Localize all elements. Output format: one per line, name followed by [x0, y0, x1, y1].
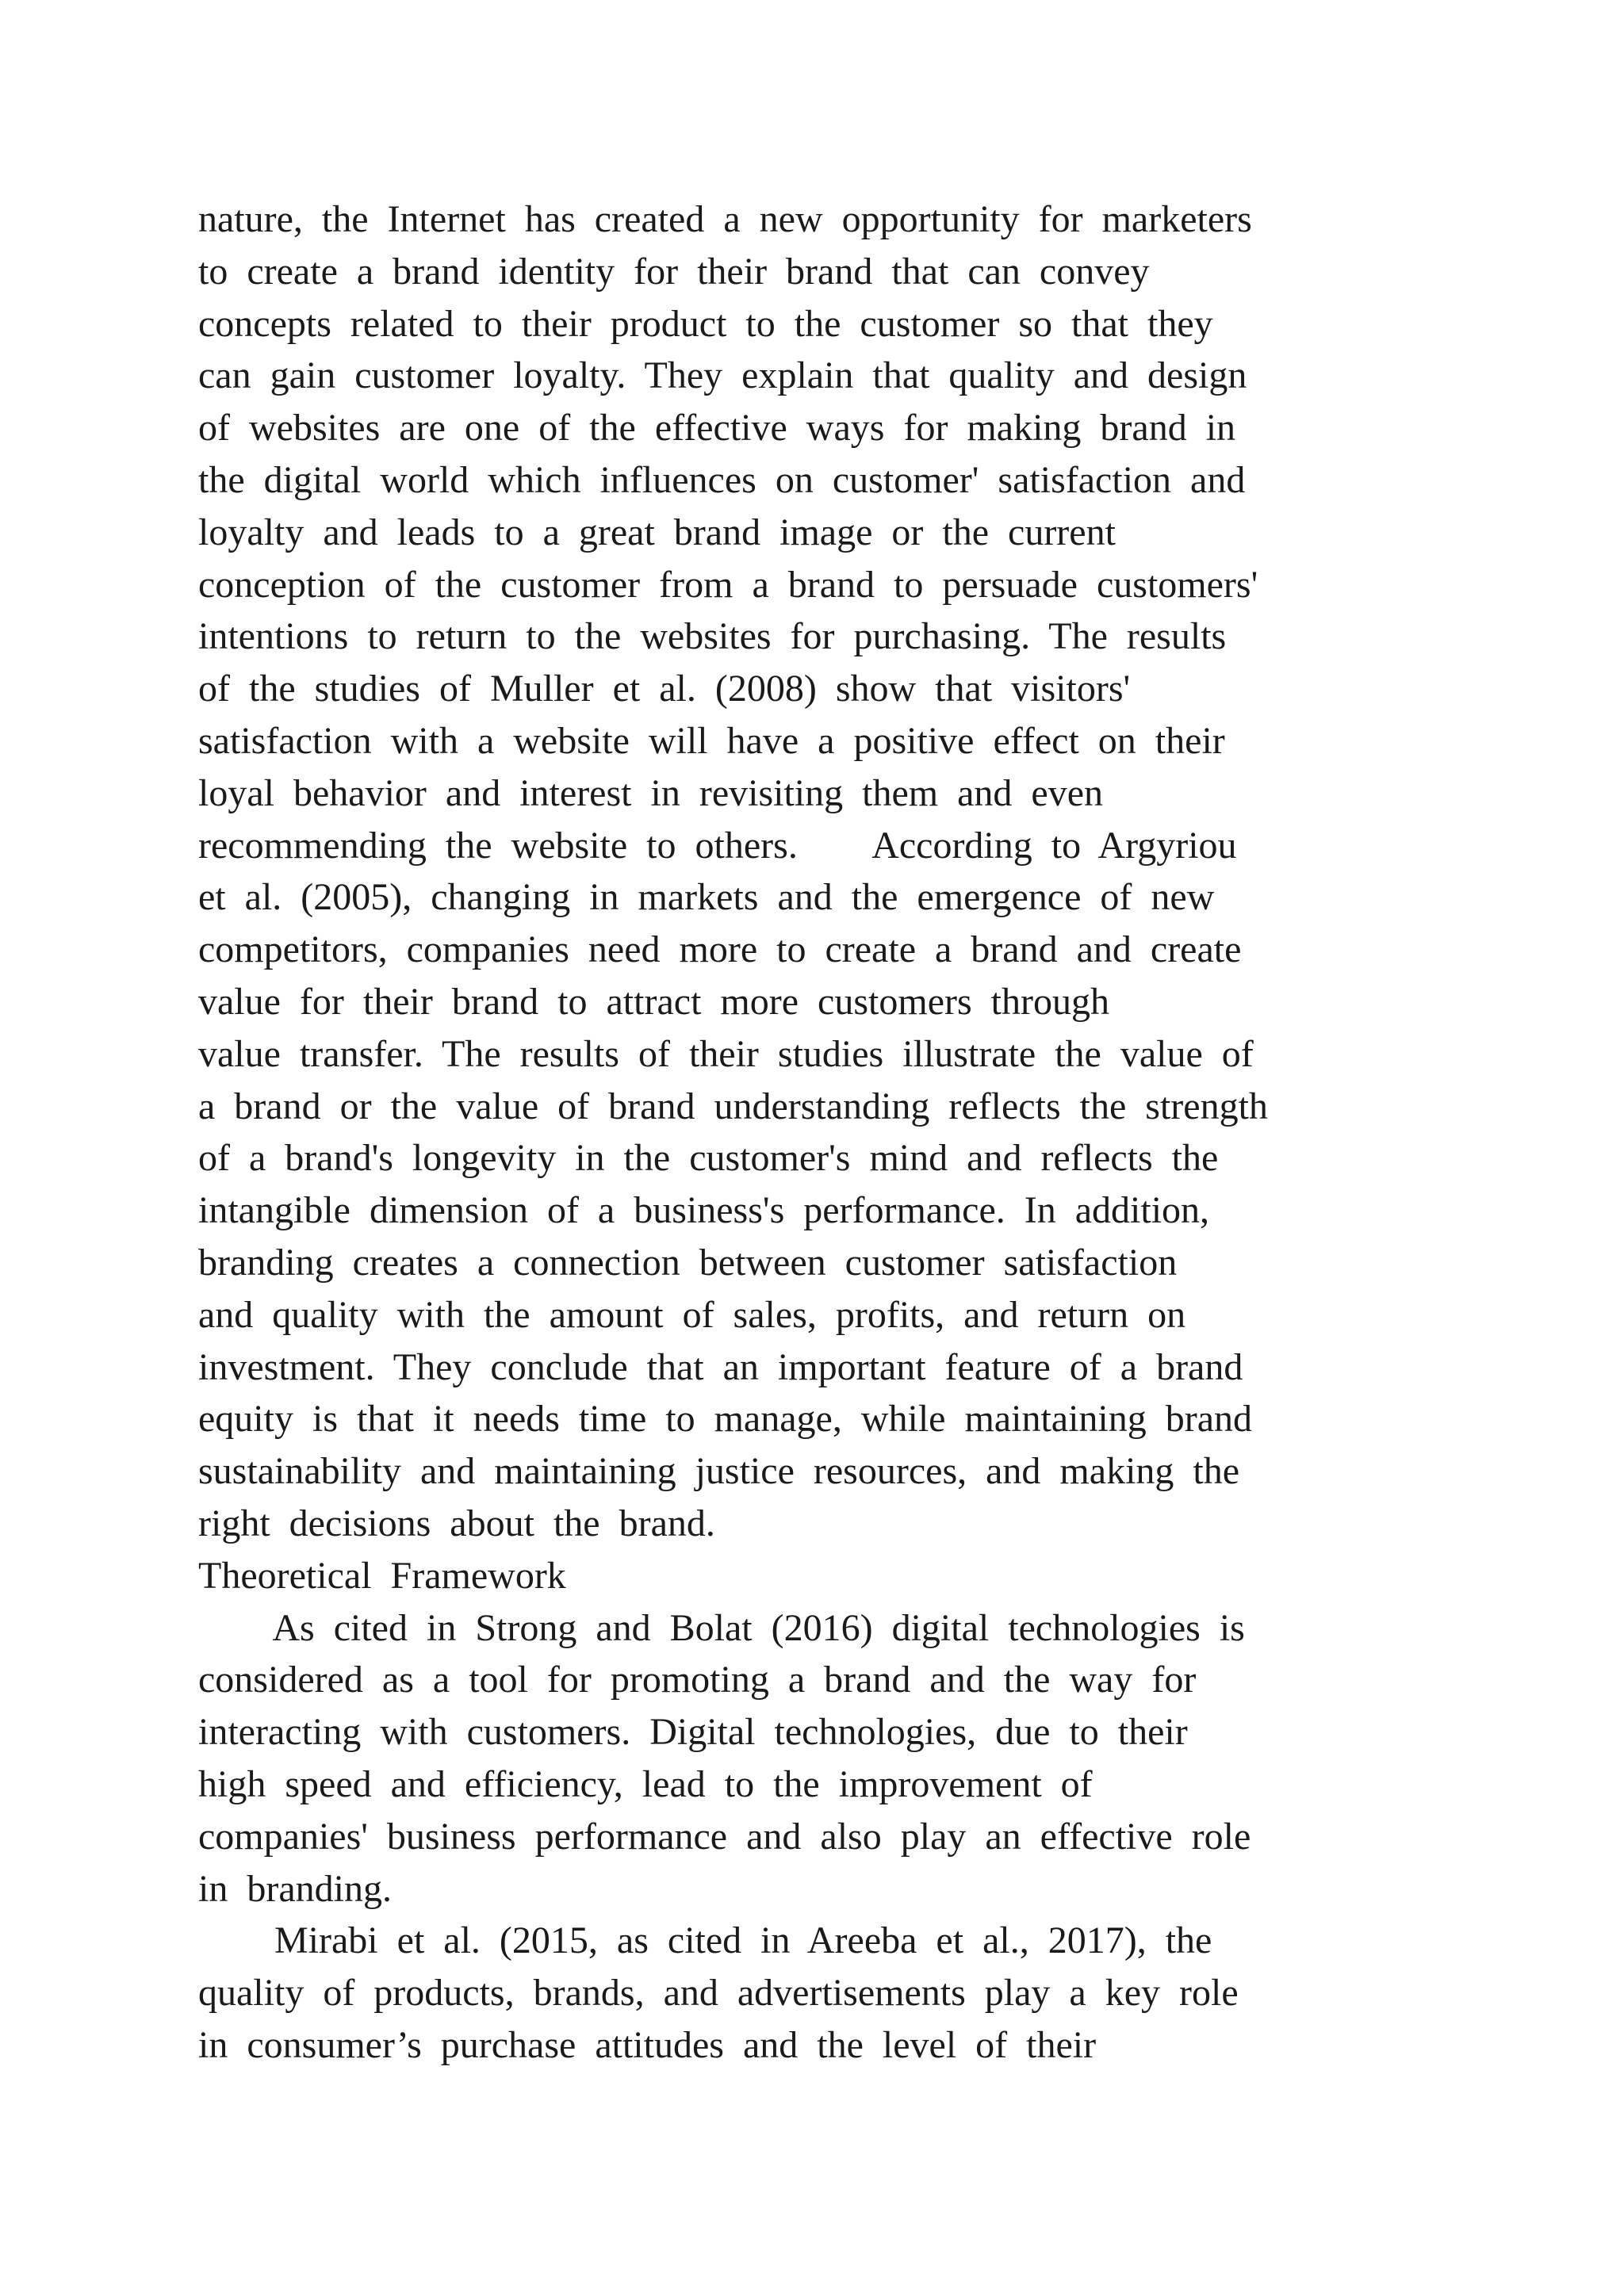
text-line: investment. They conclude that an important feature of a brand	[198, 1345, 1243, 1388]
text-line: high speed and efficiency, lead to the improvement of	[198, 1762, 1093, 1805]
text-line: in branding.	[198, 1867, 392, 1910]
text-line: concepts related to their product to the customer so that they	[198, 302, 1213, 345]
text-line: nature, the Internet has created a new opportunity for marketers	[198, 198, 1252, 240]
section-heading: Theoretical Framework	[198, 1554, 566, 1597]
text-line: of a brand's longevity in the customer's mind and reflects the	[198, 1137, 1219, 1180]
text-line: As cited in Strong and Bolat (2016) digital technologies is	[198, 1606, 1245, 1649]
text-line: equity is that it needs time to manage, while maintaining brand	[198, 1398, 1253, 1441]
text-line: considered as a tool for promoting a brand and the way for	[198, 1659, 1197, 1701]
text-line: companies' business performance and also play an effective role	[198, 1815, 1251, 1858]
text-line: of the studies of Muller et al. (2008) show that visitors'	[198, 668, 1131, 710]
body-text	[198, 193, 1435, 2072]
text-line: right decisions about the brand.	[198, 1502, 715, 1544]
text-line: intentions to return to the websites for purchasing. The results	[198, 615, 1227, 658]
text-line: of websites are one of the effective ways for making brand in	[198, 407, 1236, 450]
text-line: Mirabi et al. (2015, as cited in Areeba et al., 2017), the	[198, 1919, 1212, 1962]
text-line: loyal behavior and interest in revisiting them and even	[198, 771, 1104, 814]
text-line: satisfaction with a website will have a positive effect on their	[198, 719, 1225, 762]
text-line: competitors, companies need more to create a brand and create	[198, 928, 1242, 971]
text-line: et al. (2005), changing in markets and the emergence of new	[198, 876, 1215, 919]
text-line: interacting with customers. Digital technologies, due to their	[198, 1711, 1188, 1754]
text-line: sustainability and maintaining justice resources, and making the	[198, 1450, 1240, 1493]
text-line: to create a brand identity for their brand that can convey	[198, 250, 1150, 293]
text-line: recommending the website to others. According to Argyriou	[198, 824, 1237, 867]
text-line: conception of the customer from a brand to persuade customers'	[198, 563, 1258, 606]
text-line: the digital world which influences on customer' satisfaction and	[198, 458, 1246, 501]
text-line: branding creates a connection between customer satisfaction	[198, 1241, 1178, 1284]
text-line: loyalty and leads to a great brand image or the current	[198, 511, 1116, 553]
text-line: value for their brand to attract more customers through	[198, 980, 1109, 1023]
text-line: in consumer’s purchase attitudes and the level of their	[198, 2023, 1097, 2066]
text-line: and quality with the amount of sales, profits, and return on	[198, 1293, 1186, 1336]
text-line: a brand or the value of brand understanding reflects the strength	[198, 1085, 1268, 1127]
text-line: quality of products, brands, and advertisements play a key role	[198, 1972, 1239, 2015]
text-line: can gain customer loyalty. They explain that quality and design	[198, 354, 1247, 397]
text-line: intangible dimension of a business's performance. In addition,	[198, 1189, 1210, 1232]
text-line: value transfer. The results of their studies illustrate the value of	[198, 1032, 1254, 1075]
